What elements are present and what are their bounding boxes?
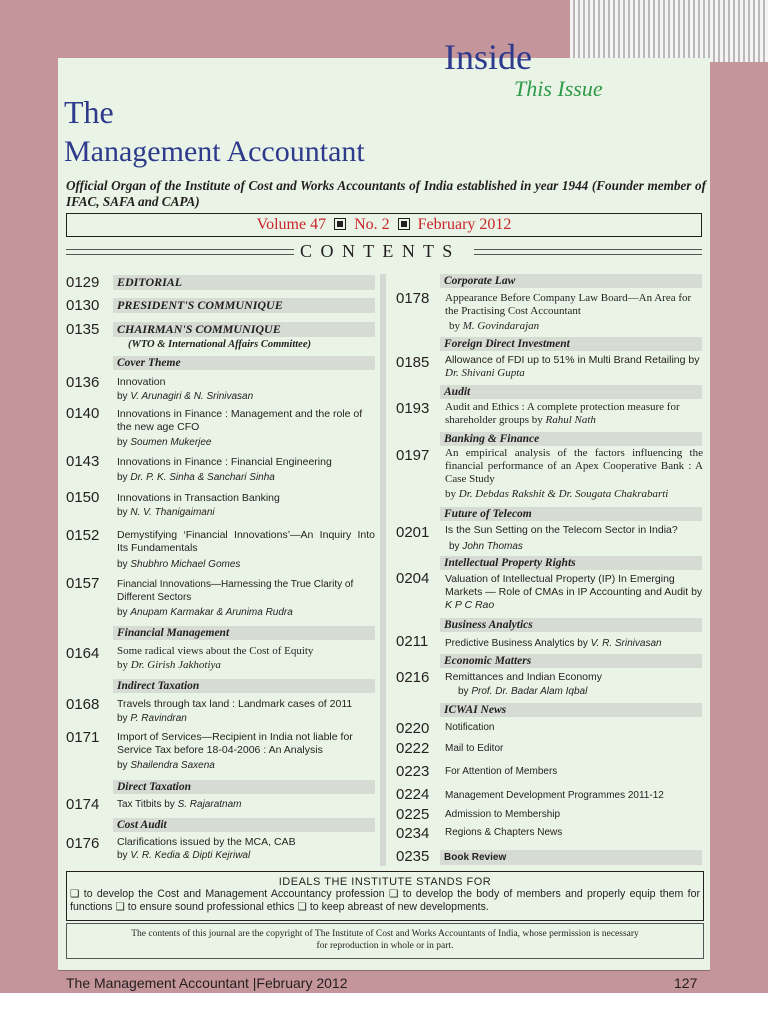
contents-rule-right bbox=[474, 249, 702, 255]
article-title: Is the Sun Setting on the Telecom Sector in India? bbox=[445, 524, 678, 536]
article-title: Innovations in Finance : Financial Engineering bbox=[117, 456, 332, 468]
section-editorial: EDITORIAL bbox=[113, 275, 375, 290]
article-title: Some radical views about the Cost of Equity bbox=[117, 645, 314, 657]
page-number: 0225 bbox=[396, 806, 430, 823]
section-financial-management: Financial Management bbox=[113, 626, 375, 640]
article-title: Mail to Editor bbox=[445, 743, 504, 754]
footer-publication: The Management Accountant |February 2012 bbox=[66, 975, 348, 991]
article-author: by V. Arunagiri & N. Srinivasan bbox=[117, 391, 254, 402]
section-president-communique: PRESIDENT'S COMMUNIQUE bbox=[113, 298, 375, 313]
page-number: 0211 bbox=[396, 633, 429, 650]
page-number: 0222 bbox=[396, 740, 430, 757]
article-title: Predictive Business Analytics by V. R. Srinivasan bbox=[445, 638, 662, 649]
page-number: 0197 bbox=[396, 447, 430, 464]
page-number: 0129 bbox=[66, 274, 100, 291]
section-future-of-telecom: Future of Telecom bbox=[440, 507, 702, 521]
volume-label: Volume 47 bbox=[256, 216, 327, 233]
page-number: 0164 bbox=[66, 645, 100, 662]
decorative-stripes bbox=[570, 0, 768, 62]
page-number: 0168 bbox=[66, 696, 100, 713]
article-author: by Dr. P. K. Sinha & Sanchari Sinha bbox=[117, 472, 275, 483]
column-divider bbox=[380, 274, 386, 866]
page-number: 0136 bbox=[66, 374, 100, 391]
article-title: Valuation of Intellectual Property (IP) In Emerging Markets — Role of CMAs in IP Accounting and Audit by K P C Rao bbox=[445, 573, 703, 611]
page-number: 0174 bbox=[66, 796, 100, 813]
page-number: 0185 bbox=[396, 354, 430, 371]
article-title: Remittances and Indian Economy bbox=[445, 671, 603, 683]
chairman-subtitle: (WTO & International Affairs Committee) bbox=[128, 339, 311, 350]
page-number: 0152 bbox=[66, 527, 100, 544]
page-number: 0204 bbox=[396, 570, 430, 587]
page-number: 0150 bbox=[66, 489, 100, 506]
section-business-analytics: Business Analytics bbox=[440, 618, 702, 632]
article-title: Management Development Programmes 2011-12 bbox=[445, 790, 664, 801]
article-author: by John Thomas bbox=[449, 541, 523, 552]
page-number: 0157 bbox=[66, 575, 100, 592]
page-number: 0193 bbox=[396, 400, 430, 417]
page-number: 0171 bbox=[66, 729, 100, 746]
journal-title-the: The bbox=[64, 94, 114, 130]
page-number: 0140 bbox=[66, 405, 100, 422]
article-title: Allowance of FDI up to 51% in Multi Brand Retailing by Dr. Shivani Gupta bbox=[445, 354, 700, 379]
page-number: 0223 bbox=[396, 763, 430, 780]
article-title: Import of Services—Recipient in India not liable for Service Tax before 18-04-2006 : An Analysis bbox=[117, 731, 353, 756]
page-number: 0216 bbox=[396, 669, 430, 686]
section-banking-finance: Banking & Finance bbox=[440, 432, 702, 446]
article-title: An empirical analysis of the factors influencing the financial performance of an Apex Cooperative Bank : A Case Study bbox=[445, 447, 703, 485]
section-intellectual-property-rights: Intellectual Property Rights bbox=[440, 556, 702, 570]
journal-subtitle: Official Organ of the Institute of Cost and Works Accountants of India established in year 1944 (Founder member of IFAC, SAFA and CAPA) bbox=[66, 178, 706, 209]
article-author: by M. Govindarajan bbox=[449, 320, 540, 332]
page-number: 0235 bbox=[396, 848, 430, 865]
bullet-icon bbox=[398, 218, 410, 230]
contents-rule-left bbox=[66, 249, 294, 255]
article-title: Financial Innovations—Harnessing the True Clarity of Different Sectors bbox=[117, 579, 354, 603]
footer-rule bbox=[58, 970, 710, 971]
ideals-text: ❏ to develop the Cost and Management Accountancy profession ❏ to develop the body of members and properly equip them for functions ❏ to ensure sound professional ethics ❏ to keep abreast of new developments. bbox=[70, 888, 700, 913]
article-title: Clarifications issued by the MCA, CAB bbox=[117, 836, 296, 848]
article-author: by N. V. Thanigaimani bbox=[117, 507, 215, 518]
page-number: 0135 bbox=[66, 321, 100, 338]
ideals-heading: IDEALS THE INSTITUTE STANDS FOR bbox=[278, 876, 492, 888]
article-title: Notification bbox=[445, 722, 495, 733]
issue-box bbox=[66, 213, 702, 237]
article-author: by Shubhro Michael Gomes bbox=[117, 559, 241, 570]
article-author: by Soumen Mukerjee bbox=[117, 437, 212, 448]
number-label: No. 2 bbox=[354, 216, 390, 233]
issue-date: February 2012 bbox=[417, 216, 512, 233]
article-title: Regions & Chapters News bbox=[445, 827, 563, 838]
article-title: Innovation bbox=[117, 376, 166, 388]
article-title: Innovations in Transaction Banking bbox=[117, 492, 280, 504]
article-title: Appearance Before Company Law Board—An Area for the Practising Cost Accountant bbox=[445, 292, 692, 317]
this-issue-script: This Issue bbox=[514, 76, 603, 101]
article-author: by Dr. Debdas Rakshit & Dr. Sougata Chakrabarti bbox=[445, 488, 669, 500]
contents-heading: C O N T E N T S bbox=[300, 241, 455, 261]
section-audit: Audit bbox=[440, 385, 702, 399]
article-author: by P. Ravindran bbox=[117, 713, 187, 724]
copyright-notice: The contents of this journal are the copyright of The Institute of Cost and Works Accountants of India, whose permission is necessary for reproduction in whole or in part. bbox=[66, 923, 704, 959]
page-number: 0176 bbox=[66, 835, 100, 852]
article-author: by Shailendra Saxena bbox=[117, 760, 215, 771]
section-direct-taxation: Direct Taxation bbox=[113, 780, 375, 794]
article-author: by Dr. Girish Jakhotiya bbox=[117, 659, 221, 671]
article-title: Innovations in Finance : Management and the role of the new age CFO bbox=[117, 408, 363, 433]
section-book-review: Book Review bbox=[440, 850, 702, 865]
page-number: 0143 bbox=[66, 453, 100, 470]
section-corporate-law: Corporate Law bbox=[440, 274, 702, 288]
article-title: Tax Titbits by S. Rajaratnam bbox=[117, 799, 242, 810]
bullet-icon bbox=[334, 218, 346, 230]
ideals-box bbox=[66, 871, 704, 921]
section-chairman-communique: CHAIRMAN'S COMMUNIQUE bbox=[113, 322, 375, 337]
page-number: 0130 bbox=[66, 297, 100, 314]
article-author: by Anupam Karmakar & Arunima Rudra bbox=[117, 607, 293, 618]
section-indirect-taxation: Indirect Taxation bbox=[113, 679, 375, 693]
article-title: For Attention of Members bbox=[445, 766, 558, 777]
article-title: Demystifying ‘Financial Innovations’—An Inquiry Into Its Fundamentals bbox=[117, 529, 375, 554]
article-title: Admission to Membership bbox=[445, 809, 561, 820]
footer-page-number: 127 bbox=[674, 975, 698, 991]
page-number: 0220 bbox=[396, 720, 430, 737]
section-cost-audit: Cost Audit bbox=[113, 818, 375, 832]
article-title: Travels through tax land : Landmark cases of 2011 bbox=[117, 698, 353, 710]
article-author: by Prof. Dr. Badar Alam Iqbal bbox=[458, 686, 588, 697]
page-number: 0178 bbox=[396, 290, 430, 307]
article-title: Audit and Ethics : A complete protection measure for shareholder groups by Rahul Nath bbox=[445, 401, 680, 426]
section-icwai-news: ICWAI News bbox=[440, 703, 702, 717]
section-cover-theme: Cover Theme bbox=[113, 356, 375, 370]
journal-title: Management Accountant bbox=[64, 135, 365, 168]
inside-heading: Inside bbox=[444, 37, 532, 77]
section-economic-matters: Economic Matters bbox=[440, 654, 702, 668]
section-foreign-direct-investment: Foreign Direct Investment bbox=[440, 337, 702, 351]
page-number: 0234 bbox=[396, 825, 430, 842]
page-number: 0224 bbox=[396, 786, 430, 803]
article-author: by V. R. Kedia & Dipti Kejriwal bbox=[117, 850, 251, 861]
page-number: 0201 bbox=[396, 524, 430, 541]
